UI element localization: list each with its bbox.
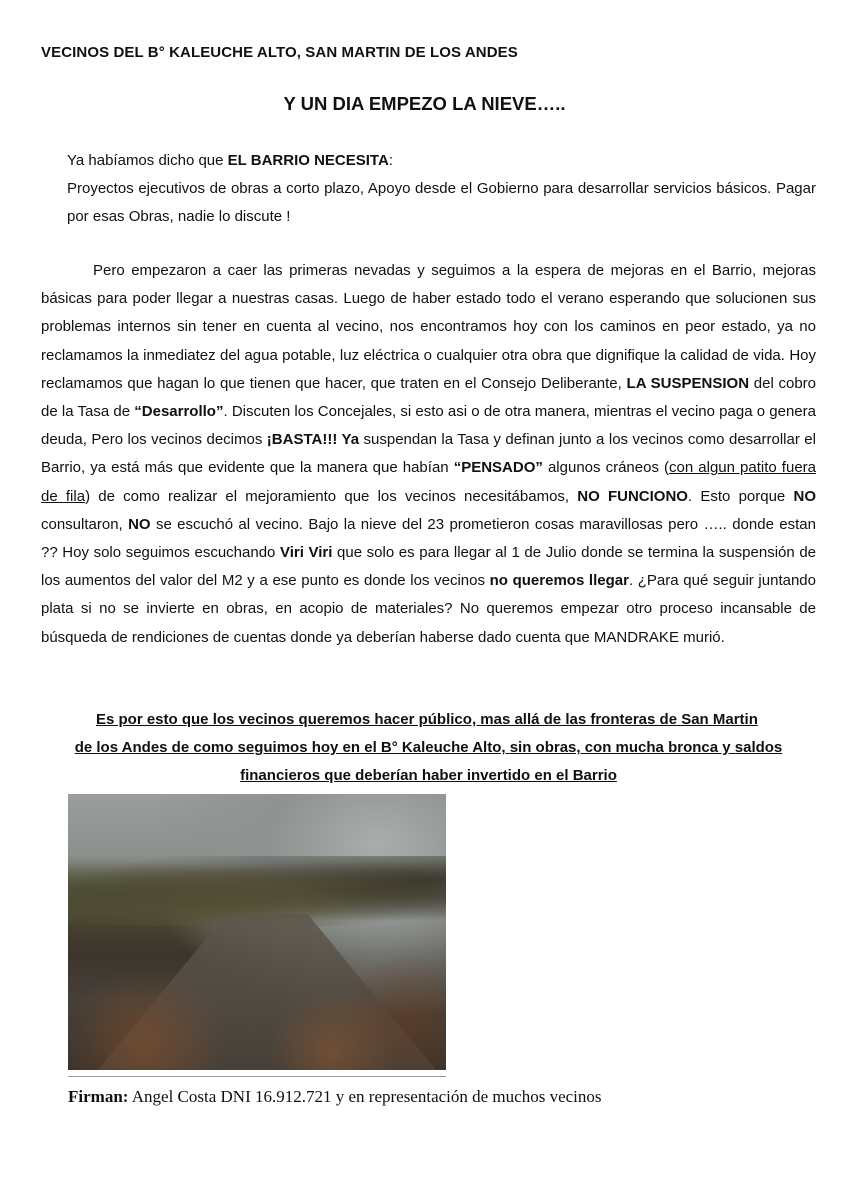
main-paragraph <box>41 257 816 652</box>
body-paragraph <box>41 257 816 652</box>
body-text-segment: suspendan la Tasa y definan junto a los vecinos como desarrollar el Barrio, ya está más que evidente que la manera que habían <box>41 431 816 477</box>
body-text-segment: consultaron, <box>41 515 129 533</box>
body-text-segment: se escuchó al vecino. Bajo la nieve del 23 prometieron cosas maravillosas pero ….. donde estan ?? Hoy solo seguimos escuchando <box>41 515 816 562</box>
body-bold-pensado: “PENSADO” <box>453 459 543 477</box>
signature-text: Angel Costa DNI 16.912.721 y en representación de muchos vecinos <box>128 1087 602 1106</box>
body-underline-patito: con algun patito fuera de fila <box>41 459 816 505</box>
body-bold-no: NO <box>793 487 816 505</box>
body-text-segment: . ¿Para qué seguir juntando plata si no se invierte en obras, en acopio de materiales? No queremos empezar otro proceso incansable de búsqueda de rendiciones de cuentas donde ya deberían haberse dado cuenta que MANDRAKE murió. <box>41 572 816 646</box>
body-bold-desarrollo: “Desarrollo” <box>134 403 224 421</box>
intro-text: Ya habíamos dicho que <box>67 152 228 169</box>
body-bold-basta: ¡BASTA!!! Ya <box>266 431 360 449</box>
signature-label: Firman: <box>68 1087 129 1106</box>
body-text-segment: que solo es para llegar al 1 de Julio donde se termina la suspensión de los aumentos del valor del M2 y a ese punto es donde los vecinos <box>41 544 816 590</box>
intro-block <box>67 147 816 231</box>
muddy-road-photo <box>68 794 446 1070</box>
body-text-segment: ) de como realizar el mejoramiento que los vecinos necesitábamos, <box>85 487 578 505</box>
body-text-segment: . Discuten los Concejales, si esto asi o de otra manera, mientras el vecino paga o genera deuda, Pero los vecinos decimos <box>41 403 816 449</box>
intro-line-1 <box>67 147 816 175</box>
photo-divider <box>68 1076 446 1077</box>
callout-line-2: de los Andes de como seguimos hoy en el B° Kaleuche Alto, sin obras, con mucha bronca y saldos financieros que deberían haber invertido en el Barrio <box>74 739 783 784</box>
body-text-segment: algunos cráneos ( <box>542 459 670 477</box>
body-text-segment: . Esto porque <box>687 487 794 505</box>
body-text-segment: Pero empezaron a caer las primeras nevadas y seguimos a la espera de mejoras en el Barrio, mejoras básicas para poder llegar a nuestras casas. Luego de haber estado todo el verano esperando que solucionen sus problemas internos sin tener en cuenta al vecino, nos encontramos hoy con los caminos en peor estado, ya no reclamamos la inmediatez del agua potable, luz eléctrica o cualquier otra obra que dignifique la calidad de vida. Hoy reclamamos que hagan lo que tienen que hacer, que traten en el Consejo Deliberante, <box>41 262 816 392</box>
intro-line-2: Proyectos ejecutivos de obras a corto plazo, Apoyo desde el Gobierno para desarrollar servicios básicos. Pagar por esas Obras, nadie lo discute ! <box>67 180 816 225</box>
document-header: VECINOS DEL B° KALEUCHE ALTO, SAN MARTIN DE LOS ANDES <box>41 44 518 61</box>
body-bold-suspension: LA SUSPENSION <box>626 374 750 392</box>
body-text-segment: del cobro de la Tasa de <box>41 374 817 421</box>
callout-statement <box>41 706 816 790</box>
intro-emphasis: EL BARRIO NECESITA <box>227 152 389 169</box>
body-bold-no-queremos-llegar: no queremos llegar <box>489 572 629 590</box>
intro-colon: : <box>388 152 393 169</box>
signature-line <box>68 1087 602 1107</box>
callout-line-1: Es por esto que los vecinos queremos hacer público, mas allá de las fronteras de San Martin <box>96 711 758 728</box>
body-bold-no-funciono: NO FUNCIONO <box>577 487 688 505</box>
body-bold-viri-viri: Viri Viri <box>280 544 333 562</box>
body-bold-no: NO <box>128 515 151 533</box>
document-title: Y UN DIA EMPEZO LA NIEVE….. <box>283 93 566 114</box>
photo-leaves <box>68 950 446 1070</box>
